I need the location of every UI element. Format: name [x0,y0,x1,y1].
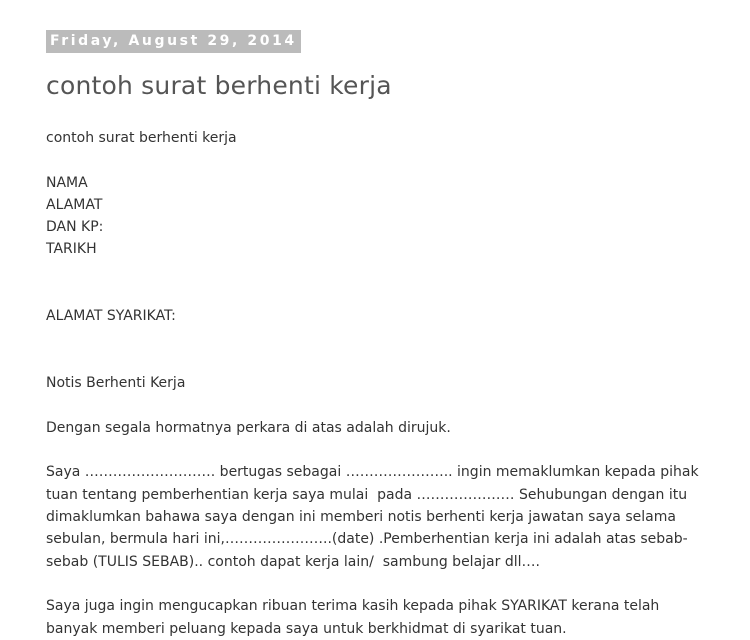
paragraph-line: dimaklumkan bahawa saya dengan ini memberi notis berhenti kerja jawatan saya selama [46,509,676,526]
paragraph-line: sebab (TULIS SEBAB).. contoh dapat kerja lain/ sambung belajar dll…. [46,553,540,570]
letter-intro: contoh surat berhenti kerja [46,130,237,146]
company-address-label: ALAMAT SYARIKAT: [46,308,176,325]
letter-subject: Notis Berhenti Kerja [46,375,186,392]
field-alamat: ALAMAT [46,196,103,213]
paragraph-line: sebulan, bermula hari ini,…………………..(date) .Pemberhentian kerja ini adalah atas sebab- [46,531,688,548]
paragraph-line: banyak memberi peluang kepada saya untuk berkhidmat di syarikat tuan. [46,620,567,637]
post-body [46,127,716,640]
post-title[interactable]: contoh surat berhenti kerja [46,71,392,100]
post-date: Friday, August 29, 2014 [46,30,301,53]
field-nama: NAMA [46,174,88,191]
field-kp: DAN KP: [46,219,104,236]
letter-greeting: Dengan segala hormatnya perkara di atas adalah dirujuk. [46,419,451,436]
blog-post [46,30,716,640]
paragraph-line: Saya juga ingin mengucapkan ribuan terima kasih kepada pihak SYARIKAT kerana telah [46,598,660,615]
paragraph-line: Saya ………………………. bertugas sebagai ………………….. ingin memaklumkan kepada pihak [46,464,699,481]
field-tarikh: TARIKH [46,241,97,258]
paragraph-line: tuan tentang pemberhentian kerja saya mulai pada ………………… Sehubungan dengan itu [46,486,688,503]
